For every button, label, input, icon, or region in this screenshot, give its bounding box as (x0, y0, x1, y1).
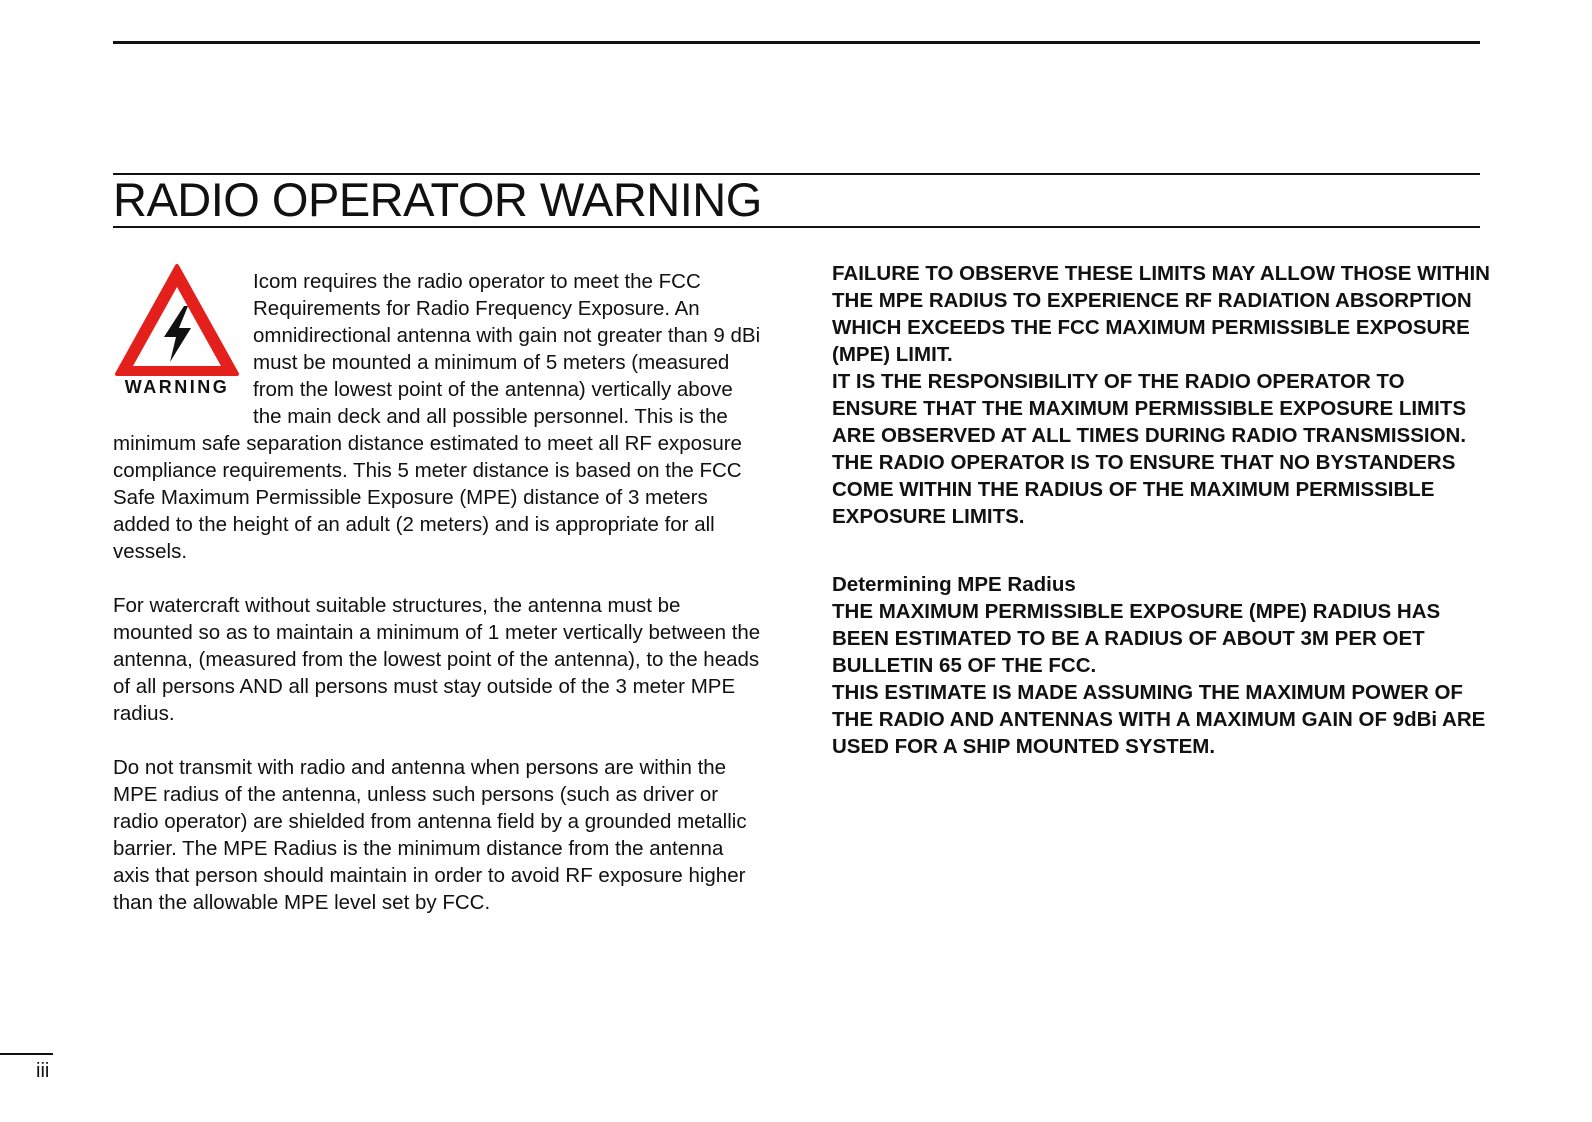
page-number: iii (36, 1060, 50, 1082)
left-column (113, 268, 765, 943)
header-rule (113, 41, 1480, 44)
paragraph-estimate-assumptions: THIS ESTIMATE IS MADE ASSUMING THE MAXIMUM POWER OF THE RADIO AND ANTENNAS WITH A MAXIMUM GAIN OF 9dBi ARE USED FOR A SHIP MOUNTED SYSTEM. (832, 681, 1486, 758)
page-title: RADIO OPERATOR WARNING (113, 173, 762, 226)
paragraph-mpe-radius-estimate: THE MAXIMUM PERMISSIBLE EXPOSURE (MPE) RADIUS HAS BEEN ESTIMATED TO BE A RADIUS OF ABOUT 3M PER OET BULLETIN 65 OF THE FCC. (832, 600, 1441, 677)
paragraph-operator-responsibility: IT IS THE RESPONSIBILITY OF THE RADIO OPERATOR TO ENSURE THAT THE MAXIMUM PERMISSIBLE EXPOSURE LIMITS ARE OBSERVED AT ALL TIMES DURING RADIO TRANSMISSION. THE RADIO OPERATOR IS TO ENSURE THAT NO BYSTANDERS COME WITHIN THE RADIUS OF THE MAXIMUM PERMISSIBLE EXPOSURE LIMITS. (832, 370, 1467, 528)
right-column (832, 260, 1492, 760)
paragraph-failure-warning: FAILURE TO OBSERVE THESE LIMITS MAY ALLOW THOSE WITHIN THE MPE RADIUS TO EXPERIENCE RF RADIATION ABSORPTION WHICH EXCEEDS THE FCC MAXIMUM PERMISSIBLE EXPOSURE (MPE) LIMIT. (832, 262, 1490, 366)
subheading-mpe-radius: Determining MPE Radius (832, 573, 1076, 596)
warning-label: WARNING (124, 377, 230, 397)
paragraph-do-not-transmit: Do not transmit with radio and antenna when persons are within the MPE radius of the antenna, unless such persons (such as driver or radio operator) are shielded from antenna field by a grounded metallic barrier. The MPE Radius is the minimum distance from the antenna axis that person should maintain in order to avoid RF exposure higher than the allowable MPE level set by FCC. (113, 756, 747, 914)
paragraph-fcc-requirements: Icom requires the radio operator to meet the FCC Requirements for Radio Frequency Exposure. An omnidirectional antenna with gain not greater than 9 dBi must be mounted a minimum of 5 meters (measured from the lowest point of the antenna) vertically above the main deck and all possible personnel. This is the minimum safe separation distance estimated to meet all RF exposure compliance requirements. This 5 meter distance is based on the FCC Safe Maximum Permissible Exposure (MPE) distance of 3 meters added to the height of an adult (2 meters) and is appropriate for all vessels. (113, 270, 761, 563)
footer-rule (0, 1053, 53, 1055)
paragraph-watercraft: For watercraft without suitable structures, the antenna must be mounted so as to maintain a minimum of 1 meter vertically between the antenna, (measured from the lowest point of the antenna), to the heads of all persons AND all persons must stay outside of the 3 meter MPE radius. (113, 594, 761, 725)
high-voltage-warning-icon (113, 262, 241, 378)
warning-sign (113, 262, 241, 424)
title-rule-bottom (113, 226, 1480, 228)
